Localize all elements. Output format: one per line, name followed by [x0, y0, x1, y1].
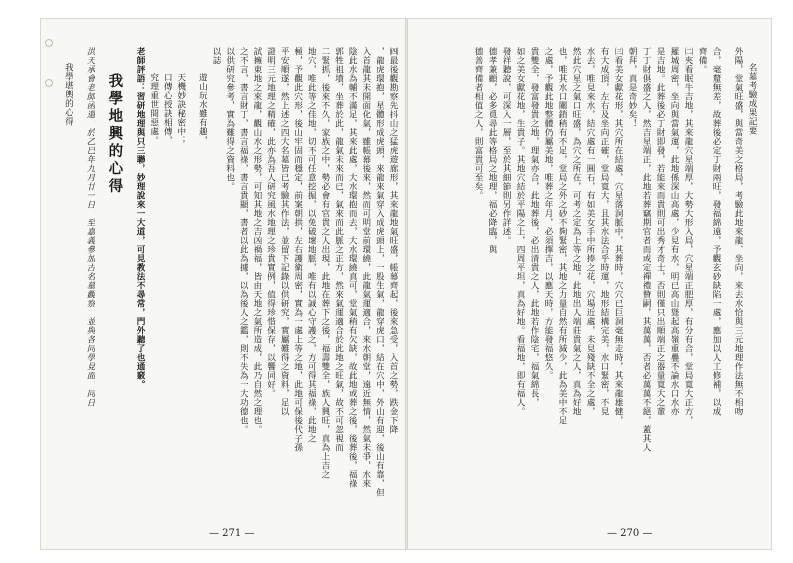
text-column: 平安順遂，然上述之四大名墓皆已考驗其作法，並留下記錄以供研究，實屬難得之資料，足以 [279, 47, 290, 416]
text-column: 齊備。 [697, 47, 707, 74]
text-column: 陰此水為輔不滿足，其來此處，大水環抱而去，大水環繞真可，堂氣稍有欠缺，故此地或葬之後，後葬後，福祿 [347, 47, 358, 488]
text-column: 以誌 [211, 47, 222, 65]
text-column: 丁丁財俱盛之人，然吉星端正，此地若葬竊期官者而或定禪禮贊嗣，其萬萬，否者必萬萬不絕，蓋其人 [641, 47, 651, 452]
text-column: ㈢看美女獻花形，其穴所在結處，穴星落洞脈中，其葬時，穴穴已巨洞毫無走時，其來龍雄健， [613, 47, 623, 425]
text-column: 是吉地。此葬後必丁財即發，若能來而貴則可出秀才奇士，否則僅只出順端正之器量寬大之輩 [655, 47, 665, 416]
book-spread [40, 18, 772, 550]
text-column: ㈣最後觀勘察先抖山之猛虎遊廊形，其來龍地氣旺盛，帳幕齊起，後來急受，入首之勢，跌金下降 [388, 47, 398, 434]
chapter-intro: 洪天承會老師函還，於乙巳年九月廿一日，至嘉義參加古名墓觀察，並與各同學見面，同日 [85, 47, 96, 407]
text-column: 之處，予觀此地整體仍屬美地，唯葬之年月，必須擇吉，以應天時，方能發福悠久。 [543, 47, 553, 380]
text-column: 外陽，堂氣旺盛，與當奇美之格局，考驗此地來龍、坐向，來去水恰與三元地理作法無不相吻 [733, 47, 743, 416]
text-column: 然此穴星之氣口旺盛，為穴之所在，可考之定為上等之地，此地出人端莊貴氣之人，真為好地 [571, 47, 581, 416]
text-column: 二緊抓，後來不久，家族之中，勢必會有官貴之人出現，此地在葬下之後，福壽雙全，族人興旺，真為上吉之 [319, 47, 330, 479]
chapter-title: 我學地興的心得 [106, 73, 124, 196]
running-head: 名墓考驗成果記要 [747, 63, 757, 135]
text-column: 德善齊備者相值之人，則富貴可至矣。 [473, 47, 483, 200]
text-column: 水去，唯見來水，結穴處有一圓石，有如美女手中所捧之花，穴場近處，未見殘缺不全之處， [585, 47, 595, 416]
text-column: ，龍虎環抱，星體形成虎頭，來龍來氣穿入成虎頭上，一股生氣，龍穿虎口，結在穴中，外山有迎，後山有靠，但 [374, 47, 385, 497]
poem-line: 究理重世間惡處。 [148, 73, 159, 145]
left-page [41, 19, 406, 549]
text-column: 入首龍其未開面化氣，雖帳幕後來，然而可明堂前環繞，此龍氣運適合，來水朝堂，遠近無情，然氣未爭，水來 [360, 47, 371, 488]
text-column: 羅城周密，坐向與當氣運，此地係深山高處，少見有水，明已高山聳起高嶺重疊不論水口水亦 [669, 47, 679, 416]
text-column: 也，唯其水口關鎖稍有不足，堂局之外之砂不夠緊密，其地之力量自然有所減少，此為美中不足 [557, 47, 567, 425]
text-column: 以供研究參考，實為難得之資料也。 [224, 47, 235, 191]
text-column: 發祥聽說，可深入一層，至於其細節則另作詳述。 [501, 47, 511, 245]
left-page-text [63, 47, 398, 513]
text-column: 試擁東地之來龍，觀山水之形勢，可知其地之吉凶禍福，皆由天地之氣所造成，此乃自然之理也。 [251, 47, 262, 434]
text-column: ㈡夾看眠牛吉地，其來龍穴星端厚，大勢大形入局，穴星端正肥厚，有分有合，堂局寬大正方， [683, 47, 693, 425]
text-column: 合，毫釐無差，故葬後必定丁財兩旺，發福綿遠，予觀玄砂缺陷一處，應加以人工修補，以成 [711, 47, 721, 416]
page-number: — 270 — [607, 528, 653, 539]
text-column: 朝拜，真是奇妙矣！ [627, 47, 637, 128]
right-page [407, 19, 771, 549]
text-column: 貴雙全，發富發貴之地，理氣亦合，此地葬後，必出清貴之人，此地若作陰宅，福氣綿長， [529, 47, 539, 407]
text-column: 極，予觀此穴形，後山牢固而穩定，前案朝拱，左右護衛周密，實為一處上等之地，此地可保後代子孫 [292, 47, 303, 452]
text-column: 有大成頂，左右及坐向正確，堂局寬大，且其水法合乎時運，地形結構完美，水口緊密，不見 [599, 47, 609, 416]
text-column: 地穴，唯此等之佳地，切不可任意挖掘，以免破壞地脈，唯有以誠心守護之，方可得其福祿，此地之 [306, 47, 317, 443]
text-column: 之不言，書言財丁，書言福祿，書言貴顯，書者以此為據，以為後人之鑑，則不失為一大功德也。 [238, 47, 249, 434]
poem-line: 口傳心授訣相傳， [162, 73, 173, 145]
page-number: — 271 — [209, 528, 255, 539]
text-column: 證明三元地理之精確，此亦為吾人研究風水地理之珍貴實例，值得珍惜保存，以饗同好。 [265, 47, 276, 398]
text-column: 德孝兼顧，必多覓尋此等格局之地理，福必降臨，與 [487, 47, 497, 254]
teacher-comment: 老師評語：習研地理與只三聯，妙理說來一大道，可見教法不尋常，門外聽了也通竅。 [135, 47, 146, 389]
poem-line: 天機妙訣秘密中； [175, 73, 186, 145]
text-column: 郭牲祖墳，坐葬於此，龍氣未來而已，氣來而此脈之正方，然來氣運適合於此地之旺氣，故不可忽視而 [333, 47, 344, 452]
running-head: 我學堪輿的心得 [63, 63, 74, 126]
text-column: 如之美女獻花地，生貴子。其地穴結於平陽之上，四周平坦，真為好地。看福地，即有福人。 [515, 47, 525, 416]
right-page-text [419, 47, 757, 513]
poem-line: 遊山玩水雖有趣， [197, 73, 208, 145]
